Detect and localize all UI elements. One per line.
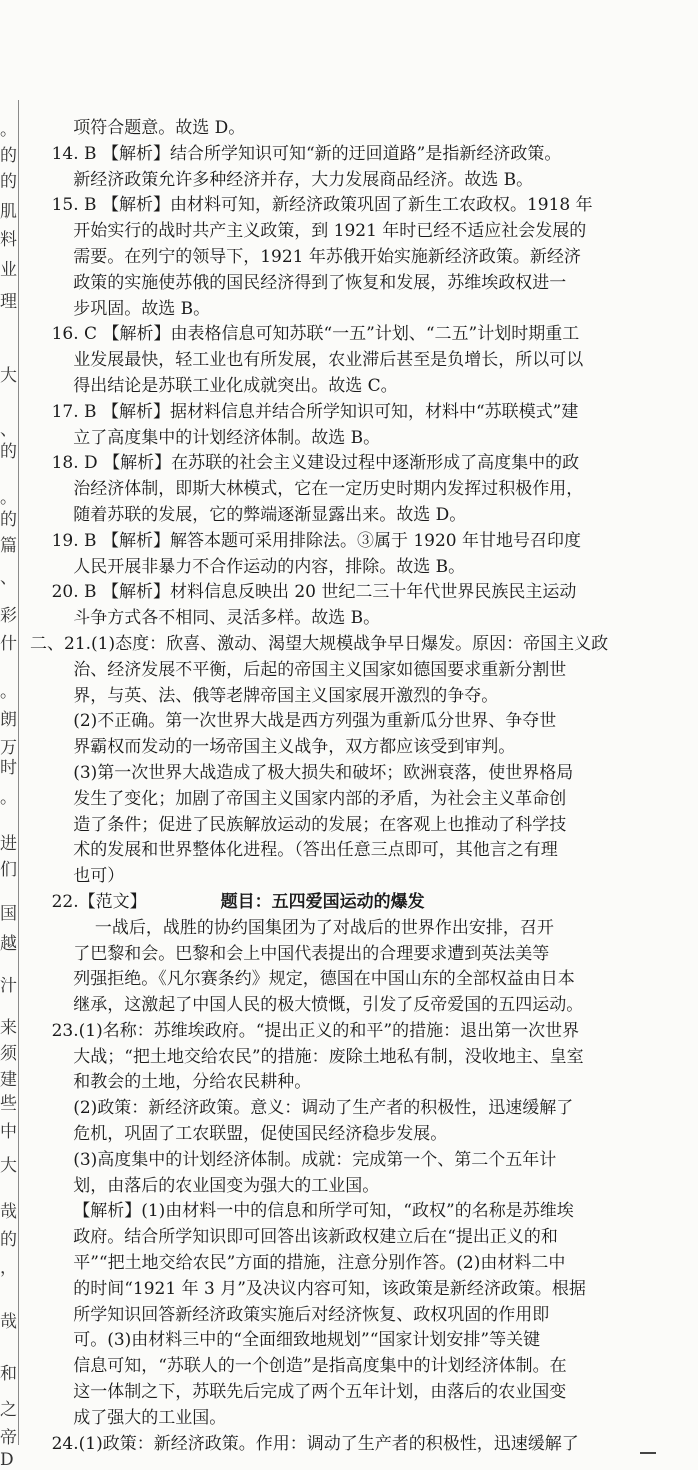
margin-fragment: 大 — [0, 1156, 17, 1176]
text-line: 危机，巩固了工农联盟，促使国民经济稳步发展。 — [30, 1124, 448, 1145]
margin-fragment: 彩 — [0, 606, 17, 626]
text-line: 成了强大的工业国。 — [30, 1407, 227, 1428]
text-line: (3)高度集中的计划经济体制。成就：完成第一个、第二个五年计 — [30, 1149, 557, 1170]
margin-fragment: 大 — [0, 366, 17, 386]
margin-fragment: 时 — [0, 758, 17, 778]
margin-fragment: 的 — [0, 1230, 17, 1250]
text-line: 新经济政策允许多种经济并存，大力发展商品经济。故选 B。 — [30, 169, 534, 190]
margin-fragment: 料 — [0, 230, 17, 250]
margin-fragment: 肌 — [0, 202, 17, 222]
text-line: 16. C 【解析】由表格信息可知苏联“一五”计划、“二五”计划时期重工 — [30, 324, 580, 345]
margin-fragment: 之 — [0, 1400, 17, 1420]
text-line: 列强拒绝。《凡尔赛条约》规定，德国在中国山东的全部权益由日本 — [30, 969, 575, 990]
text-line: 造了条件；促进了民族解放运动的发展；在客观上也推动了科学技 — [30, 814, 567, 835]
text-line: 这一体制之下，苏联先后完成了两个五年计划，由落后的农业国变 — [30, 1382, 567, 1403]
text-line: 24.(1)政策：新经济政策。作用：调动了生产者的积极性，迅速缓解了 — [30, 1433, 579, 1454]
text-line: 业发展最快，轻工业也有所发展，农业滞后甚至是负增长，所以可以 — [30, 350, 584, 371]
margin-fragment: 的 — [0, 172, 17, 192]
margin-fragment: 国 — [0, 904, 17, 924]
margin-fragment: 篇 — [0, 536, 17, 556]
margin-fragment: 须 — [0, 1044, 17, 1064]
text-line: (3)第一次世界大战造成了极大损失和破坏；欧洲衰落，使世界格局 — [30, 762, 574, 783]
text-line: 也可） — [30, 866, 125, 887]
text-line: 划，由落后的农业国变为强大的工业国。 — [30, 1175, 380, 1196]
column-divider — [18, 100, 19, 1445]
margin-fragment: 什 — [0, 634, 17, 654]
margin-fragment: 哉 — [0, 1312, 17, 1332]
text-line: 19. B 【解析】解答本题可采用排除法。③属于 1920 年甘地号召印度 — [30, 530, 582, 551]
margin-fragment: 越 — [0, 934, 17, 954]
text-line: 23.(1)名称：苏维埃政府。“提出正义的和平”的措施：退出第一次世界 — [30, 1020, 580, 1041]
text-line: 18. D 【解析】在苏联的社会主义建设过程中逐渐形成了高度集中的政 — [30, 453, 580, 474]
text-line: 信息可知，“苏联人的一个创造”是指高度集中的计划经济体制。在 — [30, 1356, 567, 1377]
text-line: 项符合题意。故选 D。 — [30, 118, 246, 138]
text-line: 15. B 【解析】由材料可知，新经济政策巩固了新生工农政权。1918 年 — [30, 195, 593, 216]
left-margin-fragments — [0, 100, 17, 1470]
margin-fragment: 。 — [0, 488, 17, 508]
margin-fragment: 帝 — [0, 1428, 17, 1448]
text-line: 继承，这激起了中国人民的极大愤慨，引发了反帝爱国的五四运动。 — [30, 995, 584, 1016]
text-line: 的时间“1921 年 3 月”及决议内容可知，该政策是新经济政策。根据 — [30, 1278, 586, 1299]
margin-fragment: 。 — [0, 120, 17, 140]
q22-label: 22.【范文】 — [30, 891, 147, 912]
margin-fragment: 们 — [0, 860, 17, 880]
text-line: 了巴黎和会。巴黎和会上中国代表提出的合理要求遭到英法美等 — [30, 943, 550, 964]
margin-fragment: 中 — [0, 1122, 17, 1142]
text-line: 随着苏联的发展，它的弊端逐渐显露出来。故选 D。 — [30, 504, 467, 525]
margin-fragment: 万 — [0, 738, 17, 758]
text-line: 和教会的土地，分给农民耕种。 — [30, 1072, 312, 1093]
essay-title: 题目：五四爱国运动的爆发 — [220, 891, 425, 912]
text-line: (2)不正确。第一次世界大战是西方列强为重新瓜分世界、争夺世 — [30, 711, 557, 732]
text-line: (2)政策：新经济政策。意义：调动了生产者的积极性，迅速缓解了 — [30, 1098, 574, 1119]
text-line: 斗争方式各不相同、灵活多样。故选 B。 — [30, 608, 381, 629]
margin-fragment: D — [0, 1450, 14, 1470]
text-line: 平”“把土地交给农民”方面的措施，注意分别作答。(2)由材料二中 — [30, 1253, 566, 1274]
text-line: 20. B 【解析】材料信息反映出 20 世纪二三十年代世界民族民主运动 — [30, 582, 577, 603]
text-line: 政府。结合所学知识即可回答出该新政权建立后在“提出正义的和 — [30, 1227, 558, 1248]
question-22-heading — [30, 890, 688, 916]
text-line: 界霸权而发动的一场帝国主义战争，双方都应该受到审判。 — [30, 737, 516, 758]
margin-fragment: 的 — [0, 510, 17, 530]
text-line: 可。(3)由材料三中的“全面细致地规划”“国家计划安排”等关键 — [30, 1330, 541, 1351]
margin-fragment: 。 — [0, 788, 17, 808]
text-line: 【解析】(1)由材料一中的信息和所学可知，“政权”的名称是苏维埃 — [30, 1201, 574, 1222]
margin-fragment: 汁 — [0, 976, 17, 996]
margin-fragment: 朗 — [0, 710, 17, 730]
text-line: 人民开展非暴力不合作运动的内容，排除。故选 B。 — [30, 556, 466, 577]
margin-fragment: 哉 — [0, 1202, 17, 1222]
margin-fragment: 的 — [0, 442, 17, 462]
text-line: 治、经济发展不平衡，后起的帝国主义国家如德国要求重新分割世 — [30, 659, 567, 680]
answer-text-body — [30, 116, 688, 1457]
margin-fragment: 和 — [0, 1364, 17, 1384]
margin-fragment: 、 — [0, 568, 17, 588]
text-line: 一战后，战胜的协约国集团为了对战后的世界作出安排，召开 — [30, 917, 554, 938]
margin-fragment: 理 — [0, 292, 17, 312]
page-footer-mark — [640, 1452, 656, 1454]
margin-fragment: 建 — [0, 1070, 17, 1090]
margin-fragment: 业 — [0, 260, 17, 280]
text-line: 步巩固。故选 B。 — [30, 298, 211, 319]
margin-fragment: 、 — [0, 420, 17, 440]
margin-fragment: 。 — [0, 682, 17, 702]
text-line: 治经济体制，即斯大林模式，它在一定历史时期内发挥过积极作用， — [30, 479, 584, 500]
text-line: 二、21.(1)态度：欣喜、激动、渴望大规模战争早日爆发。原因：帝国主义政 — [30, 633, 609, 654]
text-line: 所学知识回答新经济政策实施后对经济恢复、政权巩固的作用即 — [30, 1304, 550, 1325]
text-line: 得出结论是苏联工业化成就突出。故选 C。 — [30, 375, 398, 396]
text-line: 开始实行的战时共产主义政策，到 1921 年时已经不适应社会发展的 — [30, 221, 587, 242]
margin-fragment: 些 — [0, 1094, 17, 1114]
text-line: 大战；“把土地交给农民”的措施：废除土地私有制，没收地主、皇室 — [30, 1046, 584, 1067]
text-line: 界，与英、法、俄等老牌帝国主义国家展开激烈的争夺。 — [30, 685, 499, 706]
text-line: 立了高度集中的计划经济体制。故选 B。 — [30, 427, 381, 448]
text-line: 发生了变化；加剧了帝国主义国家内部的矛盾，为社会主义革命创 — [30, 788, 567, 809]
text-line: 术的发展和世界整体化进程。（答出任意三点即可，其他言之有理 — [30, 840, 558, 861]
text-line: 需要。在列宁的领导下，1921 年苏俄开始实施新经济政策。新经济 — [30, 246, 581, 267]
margin-fragment: 进 — [0, 834, 17, 854]
margin-fragment: 的 — [0, 146, 17, 166]
text-line: 政策的实施使苏俄的国民经济得到了恢复和发展，苏维埃政权进一 — [30, 272, 567, 293]
text-line: 17. B 【解析】据材料信息并结合所学知识可知，材料中“苏联模式”建 — [30, 401, 579, 422]
text-line: 14. B 【解析】结合所学知识可知“新的迂回道路”是指新经济政策。 — [30, 143, 562, 164]
margin-fragment: ， — [0, 1258, 17, 1278]
margin-fragment: 来 — [0, 1018, 17, 1038]
